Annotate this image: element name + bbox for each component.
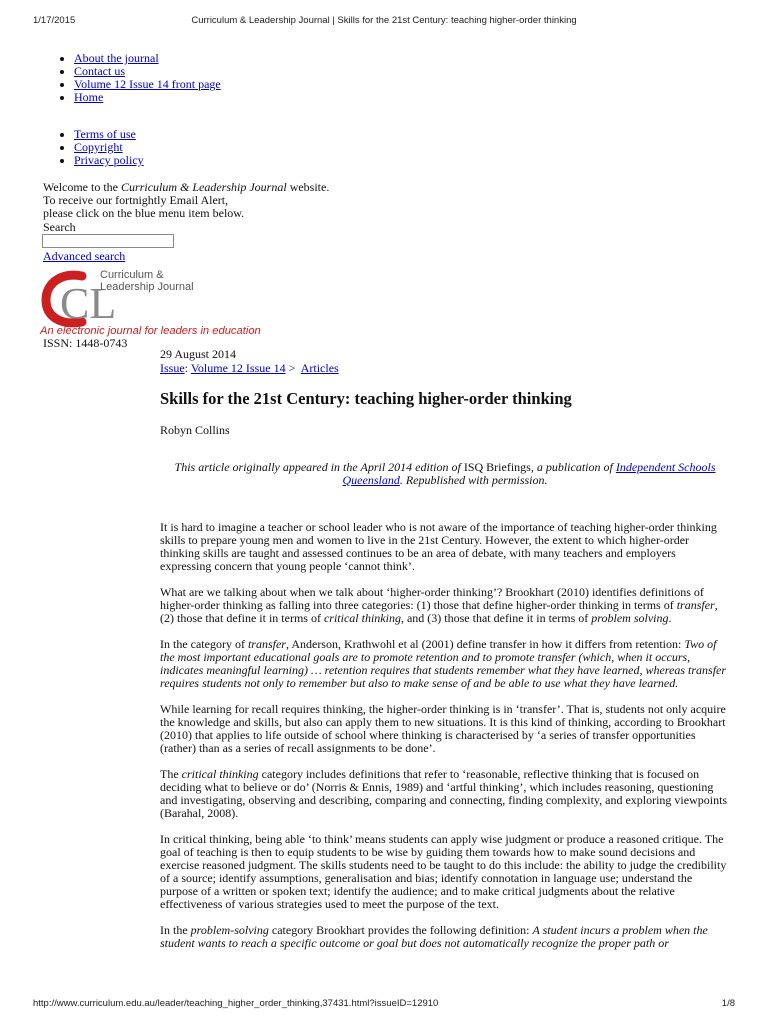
about-link[interactable]: About the journal <box>74 51 159 65</box>
welcome-text <box>43 181 329 220</box>
home-link[interactable]: Home <box>74 90 104 104</box>
front-page-link[interactable]: Volume 12 Issue 14 front page <box>74 77 221 91</box>
article-date: 29 August 2014 <box>160 347 237 361</box>
breadcrumb-volume[interactable]: Volume 12 Issue 14 <box>190 361 286 375</box>
breadcrumb-sep: > <box>288 361 296 375</box>
print-page-number: 1/8 <box>721 998 735 1009</box>
note-text: . Republished with permission. <box>399 473 548 487</box>
breadcrumb-articles[interactable]: Articles <box>300 361 339 375</box>
republication-note <box>160 461 730 487</box>
article-author: Robyn Collins <box>160 423 230 437</box>
print-page-title: Curriculum & Leadership Journal | Skills for the 21st Century: teaching higher-order thinking <box>191 15 577 26</box>
paragraph-7: In the problem-solving category Brookhart provides the following definition: A student incurs a problem when the student wants to reach a specific outcome or goal but does not automatically recognize the proper path or <box>160 923 708 950</box>
paragraph-4: While learning for recall requires thinking, the higher-order thinking is in ‘transfer’. That is, students not only acquire the knowledge and skills, but also can apply them to new situations. It is this kind of thinking, according to Brookhart (2010) that applies to life outside of school where thinking is characterised by ‘a series of transfer opportunities (rather) than as a series of recall assignments to be done’. <box>160 702 726 755</box>
paragraph-3: In the category of transfer, Anderson, Krathwohl et al (2001) define transfer in how it differs from retention: Two of the most important educational goals are to promote retention and to promote transfer (which, when it occurs, indicates meaningful learning) … retention requires that students remember what they have learned, whereas transfer requires students not only to remember but also to make sense of and be able to use what they have learned. <box>160 637 727 690</box>
article-body <box>160 521 730 963</box>
paragraph-5: The critical thinking category includes definitions that refer to ‘reasonable, reflective thinking that is focused on deciding what to believe or do’ (Norris & Ennis, 1989) and ‘artful thinking’, which includes reasoning, questioning and investigating, observing and describing, comparing and connecting, finding complexity, and exploring viewpoints (Barahal, 2008). <box>160 767 728 820</box>
welcome-line3: please click on the blue menu item below. <box>43 206 245 220</box>
welcome-line2: To receive our fortnightly Email Alert, <box>43 193 229 207</box>
logo-line2: Leadership Journal <box>100 281 194 293</box>
advanced-search-link[interactable]: Advanced search <box>43 249 126 263</box>
primary-menu <box>43 52 221 104</box>
search-label: Search <box>43 220 76 234</box>
welcome-journal-name: Curriculum & Leadership Journal <box>121 180 287 194</box>
journal-logo[interactable] <box>38 266 278 338</box>
copyright-link[interactable]: Copyright <box>74 140 123 154</box>
print-footer <box>33 998 735 1009</box>
logo-tagline: An electronic journal for leaders in education <box>40 325 261 337</box>
contact-link[interactable]: Contact us <box>74 64 125 78</box>
breadcrumb-sep: : <box>184 361 189 375</box>
logo-line1: Curriculum & <box>100 269 164 281</box>
welcome-prefix: Welcome to the <box>43 180 122 194</box>
print-url: http://www.curriculum.edu.au/leader/teaching_higher_order_thinking,37431.html?issueID=12910 <box>33 998 439 1009</box>
note-text: , a publication of <box>530 460 616 474</box>
issn: ISSN: 1448-0743 <box>43 336 128 350</box>
breadcrumb <box>160 361 339 376</box>
note-text: This article originally appeared in the April 2014 edition of <box>174 460 464 474</box>
breadcrumb-issue[interactable]: Issue <box>160 361 185 375</box>
paragraph-2: What are we talking about when we talk about ‘higher-order thinking’? Brookhart (2010) identifies definitions of higher-order thinking as falling into three categories: (1) those that define higher-order thinking in terms of transfer, (2) those that define it in terms of critical thinking, and (3) those that define it in terms of problem solving. <box>160 585 718 625</box>
isq-link[interactable]: Independent Schools Queensland <box>342 460 716 487</box>
search-input[interactable] <box>42 234 174 248</box>
print-header <box>33 15 735 26</box>
menu-item-privacy <box>74 154 144 167</box>
terms-link[interactable]: Terms of use <box>74 127 136 141</box>
print-date: 1/17/2015 <box>33 15 76 26</box>
logo-letters: CL <box>60 279 117 328</box>
note-publication: ISQ Briefings <box>463 460 531 474</box>
secondary-menu <box>43 128 144 167</box>
paragraph-1: It is hard to imagine a teacher or school leader who is not aware of the importance of teaching higher-order thinking skills to prepare young men and women to live in the 21st Century. However, the extent to which higher-order thinking skills are taught and assessed continues to be an area of debate, with many teachers and employers expressing concern that young people ‘cannot think’. <box>160 520 717 573</box>
paragraph-6: In critical thinking, being able ‘to think’ means students can apply wise judgment or produce a reasoned critique. The goal of teaching is then to equip students to be wise by guiding them towards how to make sound decisions and exercise reasoned judgment. The skills students need to be taught to do this include: the ability to judge the credibility of a source; identify assumptions, generalisation and bias; identify connotation in language use; understand the purpose of a written or spoken text; identify the audience; and to make critical judgments about the relative effectiveness of various strategies used to meet the purpose of the text. <box>160 832 727 911</box>
privacy-link[interactable]: Privacy policy <box>74 153 144 167</box>
menu-item-home <box>74 91 221 104</box>
article-title: Skills for the 21st Century: teaching higher-order thinking <box>160 389 572 408</box>
welcome-suffix: website. <box>286 180 330 194</box>
